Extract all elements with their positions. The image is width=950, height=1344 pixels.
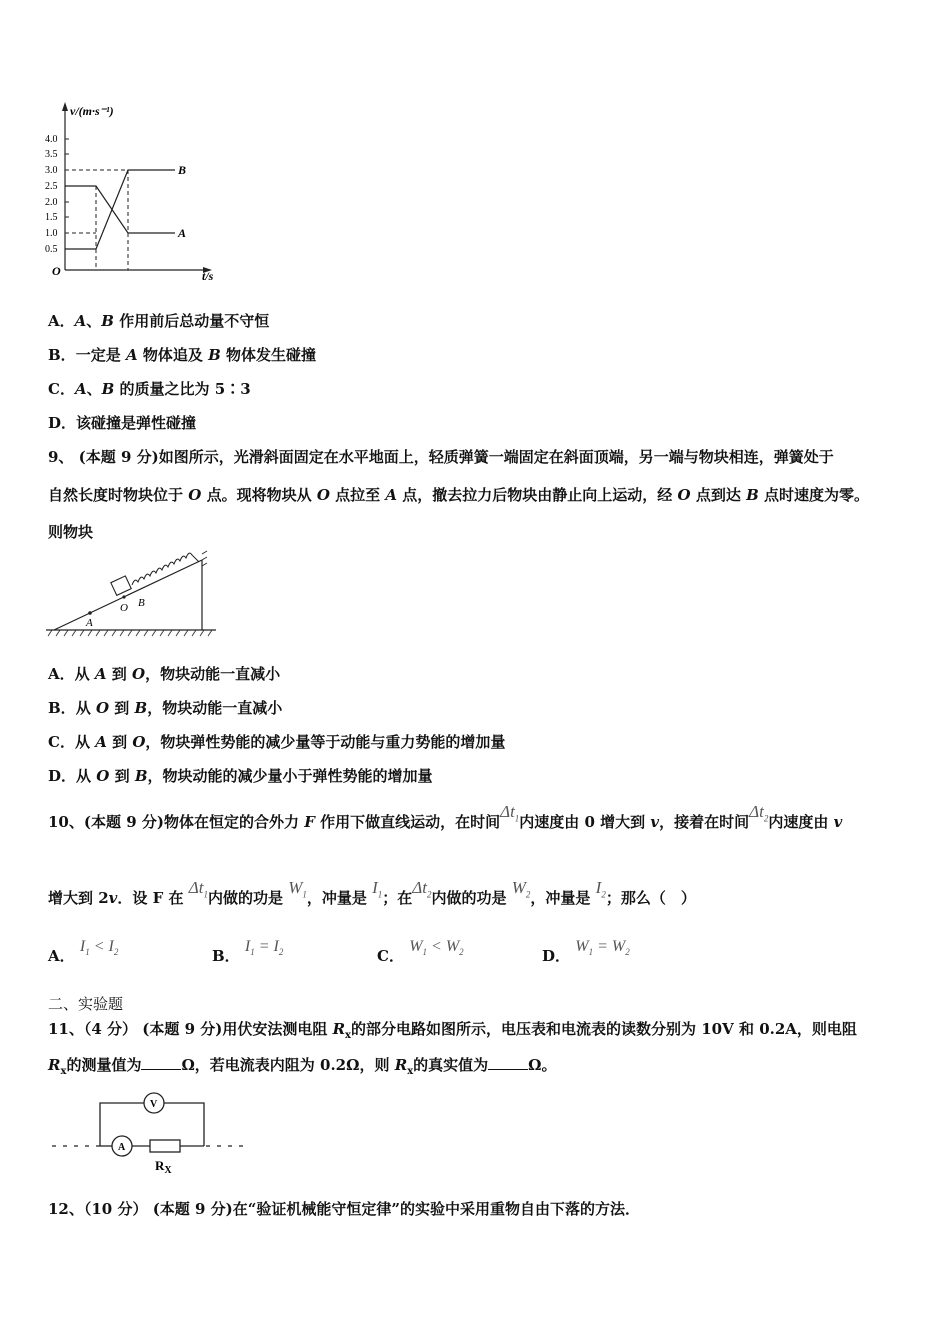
q10-stem-line2: 增大到 2v．设 F 在 $\Delta t_1$内做的功是 $W_1$，冲量是 $I_1$；在$\Delta t_2$内做的功是 $W_2$，冲量是 $I_2$；那么（ ） bbox=[48, 878, 696, 907]
line-b bbox=[65, 170, 175, 249]
q9-option-d[interactable]: D．从 O 到 B，物块动能的减少量小于弹性势能的增加量 bbox=[48, 767, 433, 785]
y-tick: 3.0 bbox=[45, 165, 58, 176]
q9-stem-line3: 则物块 bbox=[48, 523, 94, 541]
y-tick: 3.5 bbox=[45, 149, 58, 160]
q10-option-a[interactable]: A． $I_1 < I_2$ bbox=[48, 938, 119, 965]
y-tick: 1.5 bbox=[45, 212, 58, 223]
q8-option-b[interactable]: B．一定是 A 物体追及 B 物体发生碰撞 bbox=[48, 346, 316, 364]
line-a-label: A bbox=[178, 226, 187, 240]
q9-option-b[interactable]: B．从 O 到 B，物块动能一直减小 bbox=[48, 699, 283, 717]
answer-blank-2[interactable] bbox=[488, 1055, 528, 1070]
origin-label: O bbox=[52, 264, 61, 278]
q9-stem-line2: 自然长度时物块位于 O 点。现将物块从 O 点拉至 A 点，撤去拉力后物块由静止向上运动，经 O 点到达 B 点时速度为零。 bbox=[48, 486, 869, 504]
q9-option-a[interactable]: A．从 A 到 O，物块动能一直减小 bbox=[48, 665, 281, 683]
q12-stem: 12、（10 分） (本题 9 分)在“验证机械能守恒定律”的实验中采用重物自由下落的方法． bbox=[48, 1200, 641, 1218]
ammeter-label: A bbox=[118, 1142, 126, 1153]
q10-option-b[interactable]: B． $I_1 = I_2$ bbox=[212, 938, 284, 965]
y-axis-label: v/(m·s⁻¹) bbox=[70, 104, 114, 118]
q10-option-c[interactable]: C． $W_1 < W_2$ bbox=[377, 938, 464, 965]
q9-option-c[interactable]: C．从 A 到 O，物块弹性势能的减少量等于动能与重力势能的增加量 bbox=[48, 733, 506, 751]
label-o: O bbox=[120, 602, 128, 614]
block bbox=[111, 576, 131, 595]
spring bbox=[132, 553, 199, 585]
y-tick-labels bbox=[45, 134, 58, 255]
x-axis-label: t/s bbox=[202, 269, 214, 283]
voltmeter-label: V bbox=[150, 1099, 158, 1110]
q11-stem-line2: $R_x$的测量值为 Ω，若电流表内阻为 0.2Ω，则 $R_x$的真实值为 Ω。 bbox=[48, 1056, 557, 1077]
line-b-label: B bbox=[178, 163, 187, 177]
y-tick: 2.0 bbox=[45, 197, 58, 208]
q10-option-d[interactable]: D． $W_1 = W_2$ bbox=[542, 938, 630, 965]
q11-stem-line1: 11、（4 分） (本题 9 分)用伏安法测电阻 $R_x$的部分电路如图所示，电压表和电流表的读数分别为 10V 和 0.2A，则电阻 bbox=[48, 1020, 857, 1041]
vt-graph bbox=[40, 98, 270, 286]
q10-stem-line1: 10、(本题 9 分)物体在恒定的合外力 F 作用下做直线运动，在时间$\Delta t_1$内速度由 0 增大到 v，接着在时间$\Delta t_2$内速度由 v bbox=[48, 802, 843, 831]
y-tick: 1.0 bbox=[45, 228, 58, 239]
point-a bbox=[88, 611, 92, 615]
section-heading: 二、实验题 bbox=[48, 995, 124, 1013]
point-o bbox=[122, 595, 125, 598]
label-a: A bbox=[86, 617, 93, 629]
y-tick: 4.0 bbox=[45, 134, 58, 145]
y-axis-arrow bbox=[62, 102, 68, 111]
y-tick: 0.5 bbox=[45, 244, 58, 255]
resistor-label: $R_X$ bbox=[155, 1158, 172, 1176]
incline-figure bbox=[44, 550, 224, 638]
q8-option-d[interactable]: D．该碰撞是弹性碰撞 bbox=[48, 414, 197, 432]
q8-option-a[interactable]: A．A、B 作用前后总动量不守恒 bbox=[48, 312, 270, 330]
line-a bbox=[65, 186, 175, 233]
answer-blank-1[interactable] bbox=[141, 1055, 181, 1070]
label-b: B bbox=[138, 597, 145, 609]
q9-stem-line1: 9、 (本题 9 分)如图所示，光滑斜面固定在水平地面上，轻质弹簧一端固定在斜面顶端，另一端与物块相连，弹簧处于 bbox=[48, 448, 834, 466]
resistor-icon bbox=[150, 1140, 180, 1152]
y-tick: 2.5 bbox=[45, 181, 58, 192]
incline-surface bbox=[54, 560, 202, 630]
q8-option-c[interactable]: C．A、B 的质量之比为 5∶3 bbox=[48, 380, 251, 398]
circuit-figure bbox=[48, 1088, 258, 1178]
